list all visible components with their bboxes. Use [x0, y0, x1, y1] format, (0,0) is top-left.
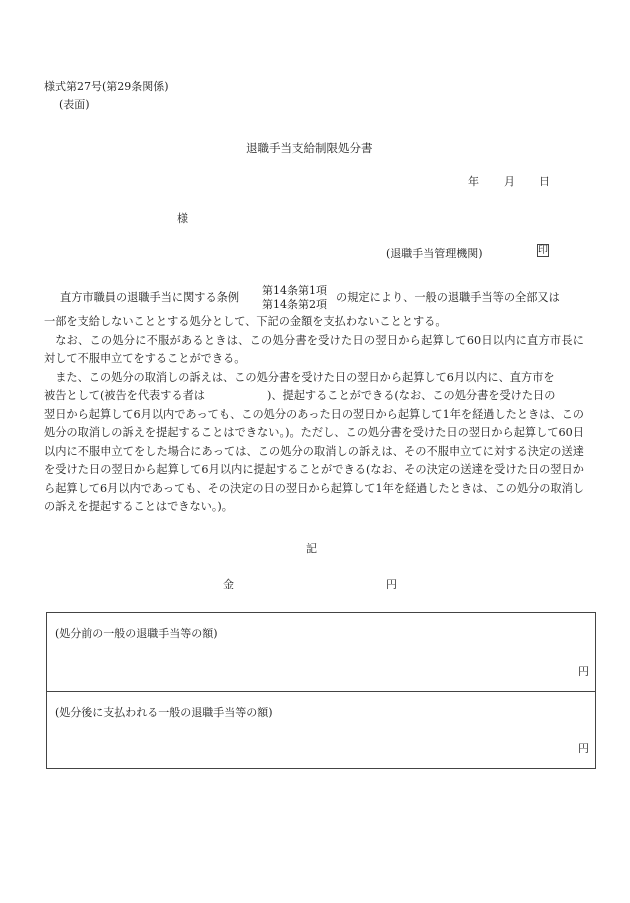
paragraph1-start: 直方市職員の退職手当に関する条例	[60, 291, 240, 304]
paragraph2: なお、この処分に不服があるときは、この処分書を受けた日の翌日から起算して60日以内に直方市長に対して不服申立てをすることができる。	[44, 333, 584, 365]
seal-mark: 印	[538, 245, 548, 256]
date-day-label: 日	[539, 175, 550, 188]
document-title: 退職手当支給制限処分書	[246, 141, 373, 155]
issuer-label: (退職手当管理機関)	[386, 247, 483, 260]
table-row-before	[47, 613, 595, 692]
amount-label: 金	[223, 578, 234, 591]
addressee-suffix: 様	[177, 212, 188, 225]
after-amount-unit: 円	[578, 742, 589, 755]
paragraph1-line2: 一部を支給しないこととする処分として、下記の金額を支払わないこととする。	[44, 315, 447, 328]
paragraph3-rest: 翌日から起算して6月以内であっても、この処分のあった日の翌日から起算して1年を経過したときは、この処分の取消しの訴えを提起することはできない。)。ただし、この処分書を受けた日の翌日から起算して60日以内に不服申立てをした場合にあっては、この処分の取消しの訴えは、その不服申立てに対する決定の送達を受けた日の翌日から起算して6月以内に提起することができる(なお、その決定の送達を受けた日の翌日から起算して6月以内であっても、その決定の日の翌日から起算して1年を経過したときは、この処分の取消しの訴えを提起することはできない。)。	[44, 407, 584, 513]
before-amount-label: (処分前の一般の退職手当等の額)	[55, 627, 218, 640]
amount-table	[46, 612, 596, 769]
paragraph3-line2-b: )、提起することができる(なお、この処分書を受けた日の	[267, 389, 556, 402]
record-heading: 記	[306, 542, 317, 555]
table-row-after	[47, 692, 595, 768]
amount-unit: 円	[386, 578, 397, 591]
date-month-label: 月	[504, 175, 515, 188]
paragraph1-after-choice: の規定により、一般の退職手当等の全部又は	[336, 291, 560, 304]
after-amount-label: (処分後に支払われる一般の退職手当等の額)	[55, 706, 273, 719]
form-side-label: (表面)	[59, 98, 90, 111]
article-choice	[262, 284, 327, 312]
paragraph3-line2	[44, 387, 584, 406]
article-choice-b: 第14条第2項	[262, 298, 327, 311]
date-year-label: 年	[468, 175, 479, 188]
paragraph3-line1: また、この処分の取消しの訴えは、この処分書を受けた日の翌日から起算して6月以内に、直方市を	[55, 370, 555, 384]
article-choice-a: 第14条第1項	[262, 284, 327, 297]
before-amount-unit: 円	[578, 665, 589, 678]
body-text	[44, 313, 584, 517]
paragraph3-line2-a: 被告として(被告を代表する者は	[44, 389, 205, 402]
form-style-number: 様式第27号(第29条関係)	[44, 80, 169, 93]
